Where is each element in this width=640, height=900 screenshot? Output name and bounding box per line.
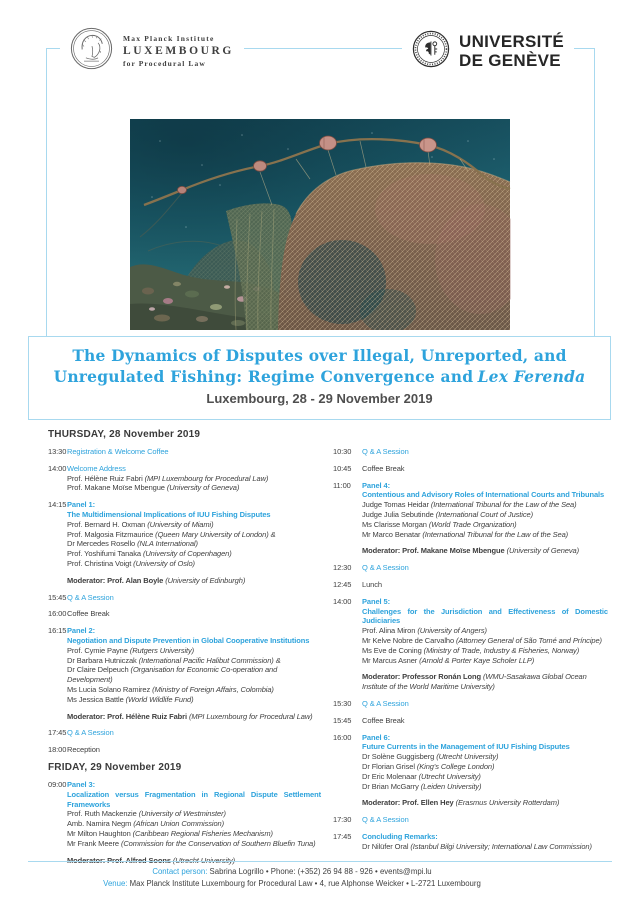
moderator-line [362, 672, 608, 692]
speaker-name: Amb. Namira Negm [67, 819, 134, 829]
speaker-name: Prof. Bernard H. Oxman [67, 519, 148, 529]
session-time: 16:00 [333, 732, 352, 742]
session-row [333, 597, 608, 692]
conference-photo [129, 119, 511, 330]
mpi-logo-line3: for Procedural Law [123, 59, 206, 68]
session-time: 16:00 [48, 609, 67, 619]
session-time: 12:45 [333, 579, 352, 589]
unige-seal-icon [412, 30, 450, 73]
session-row [48, 728, 321, 738]
moderator-name: Moderator: Professor Ronán Long [362, 672, 483, 682]
session-content [67, 609, 321, 619]
speaker-name: Mr Milton Haughton [67, 828, 133, 838]
session-content [67, 780, 321, 865]
day-header: THURSDAY, 28 November 2019 [48, 429, 201, 440]
session-row [48, 609, 321, 619]
session-heading: Welcome Address [67, 463, 126, 473]
speaker-affiliation: (University of Miami) [147, 519, 214, 529]
session-time: 16:15 [48, 626, 67, 636]
speaker-affiliation: (Utrecht University) [436, 752, 499, 762]
speaker-name: Mr Marcus Asner [362, 655, 420, 665]
session-row [333, 699, 608, 709]
moderator-affiliation: (Utrecht University) [172, 855, 236, 865]
speaker-affiliation: (University of Westminster) [138, 809, 226, 819]
session-row [333, 815, 608, 825]
speaker-affiliation: (MPI Luxembourg for Procedural Law) [144, 473, 269, 483]
session-time: 10:30 [333, 447, 352, 456]
event-title-box [28, 336, 611, 420]
speaker-affiliation: (World Trade Organization) [428, 519, 517, 529]
session-heading: Negotiation and Dispute Prevention in Global Cooperative Institutions [67, 635, 310, 645]
moderator-name: Moderator: Prof. Alan Boyle [67, 575, 166, 585]
speaker-name: Ms Lucia Solano Ramirez [67, 684, 153, 694]
contact-label: Contact person: [152, 867, 208, 876]
session-time: 15:45 [333, 715, 352, 725]
speaker-affiliation: (African Union Commission) [133, 819, 224, 829]
unige-logo [402, 28, 574, 74]
venue-text: Max Planck Institute Luxembourg for Procedural Law • 4, rue Alphonse Weicker • L-2721 Luxembourg [127, 879, 481, 888]
speaker-name: Dr Barbara Hutniczak [67, 655, 139, 665]
session-time: 17:45 [48, 728, 67, 738]
session-time: 15:45 [48, 592, 67, 602]
speaker-affiliation: (Utrecht University) [418, 771, 481, 781]
session-heading: The Multidimensional Implications of IUU Fishing Disputes [67, 509, 271, 519]
mpi-minerva-icon [70, 27, 113, 75]
speaker-name: Ms Eve de Coning [362, 645, 424, 655]
speaker-name: Dr Mercedes Rosello [67, 539, 138, 549]
session-row [333, 716, 608, 726]
speaker-line [362, 782, 608, 792]
speaker-affiliation: (University of Copenhagen) [142, 549, 232, 559]
moderator-affiliation: (MPI Luxembourg for Procedural Law) [188, 711, 313, 721]
speaker-affiliation: (Ministry of Foreign Affairs, Colombia) [152, 684, 274, 694]
moderator-affiliation: (University of Edinburgh) [165, 575, 246, 585]
mpi-logo-text [123, 34, 234, 68]
speaker-line [67, 549, 321, 559]
speaker-name: Dr Claire Delpeuch [67, 665, 131, 675]
session-content [362, 563, 608, 573]
speaker-line [67, 656, 321, 666]
session-heading: Panel 1: [67, 500, 95, 510]
session-row [48, 500, 321, 585]
session-heading: Panel 2: [67, 626, 95, 636]
footer-venue-line [0, 878, 584, 890]
session-content [362, 716, 608, 726]
session-time: 14:00 [48, 463, 67, 473]
session-content [362, 464, 608, 474]
session-heading: Q & A Session [362, 563, 409, 573]
speaker-name: Dr Eric Molenaar [362, 771, 419, 781]
session-content [67, 500, 321, 585]
speaker-affiliation: (Caribbean Regional Fisheries Mechanism) [132, 828, 273, 838]
speaker-affiliation: (University of Angers) [417, 626, 487, 636]
speaker-name: Ms Jessica Battle [67, 694, 126, 704]
session-heading: Concluding Remarks: [362, 831, 438, 841]
session-row [48, 464, 321, 493]
speaker-name: Prof. Alina Miron [362, 626, 418, 636]
event-title-line2 [29, 366, 610, 387]
speaker-affiliation: (Organisation for Economic Co-operation and Development) [67, 665, 278, 685]
moderator-line [67, 712, 321, 722]
event-title-line2-text: Unregulated Fishing: Regime Convergence and [53, 367, 474, 386]
speaker-line [362, 626, 608, 636]
speaker-line [362, 530, 608, 540]
session-time: 18:00 [48, 745, 67, 755]
speaker-affiliation: (World Wildlife Fund) [125, 694, 194, 704]
session-time: 17:45 [333, 831, 352, 841]
session-content [362, 815, 608, 825]
speaker-affiliation: (NLA International) [137, 539, 198, 549]
venue-label: Venue: [103, 879, 128, 888]
speaker-name: Prof. Hélène Ruiz Fabri [67, 473, 145, 483]
speaker-name: Prof. Ruth Mackenzie [67, 809, 139, 819]
session-content [67, 745, 321, 755]
mpi-luxembourg-logo [60, 24, 244, 78]
event-title-latin: Lex Ferenda [477, 367, 586, 386]
session-heading: Coffee Break [362, 715, 405, 725]
session-row [48, 593, 321, 603]
speaker-line [67, 665, 321, 685]
session-row [333, 447, 608, 457]
session-row [48, 447, 321, 457]
session-time: 14:15 [48, 500, 67, 510]
speaker-affiliation: (University of Geneva) [166, 483, 240, 493]
session-heading: Panel 6: [362, 732, 390, 742]
session-row [48, 745, 321, 755]
session-heading: Localization versus Fragmentation in Regional Dispute Settlement Frameworks [67, 789, 321, 809]
schedule-column-right [333, 427, 608, 872]
mpi-logo-line2: LUXEMBOURG [123, 45, 234, 57]
moderator-affiliation: (WMU-Sasakawa Global Ocean Institute of the World Maritime University) [362, 672, 587, 692]
speaker-line [67, 839, 321, 849]
session-heading: Panel 4: [362, 480, 390, 490]
speaker-line [362, 520, 608, 530]
session-row [333, 481, 608, 557]
speaker-name: Dr Florian Grisel [362, 761, 417, 771]
session-time: 14:00 [333, 596, 352, 606]
session-content [362, 733, 608, 809]
speaker-affiliation: (University of Oslo) [133, 558, 195, 568]
session-content [67, 447, 321, 457]
session-heading: Panel 5: [362, 596, 390, 606]
speaker-line [67, 685, 321, 695]
moderator-line [362, 546, 608, 556]
speaker-name: Dr Solène Guggisberg [362, 752, 437, 762]
moderator-affiliation: (University of Geneva) [506, 546, 579, 556]
speaker-line [362, 772, 608, 782]
session-time: 09:00 [48, 779, 67, 789]
speaker-line [67, 819, 321, 829]
footer-divider-line [28, 861, 612, 862]
schedule-column-left [48, 427, 321, 872]
speaker-name: Prof. Christina Voigt [67, 558, 134, 568]
speaker-line [67, 530, 321, 540]
session-row [48, 626, 321, 721]
session-content [362, 447, 608, 457]
speaker-line [362, 510, 608, 520]
speaker-name: Dr Brian McGarry [362, 781, 421, 791]
session-content [67, 626, 321, 721]
speaker-line [362, 842, 608, 852]
speaker-name: Prof. Malgosia Fitzmaurice [67, 529, 156, 539]
speaker-name: Mr Marco Benatar [362, 529, 423, 539]
contact-text: Sabrina Logrillo • Phone: (+352) 26 94 88 - 926 • events@mpi.lu [207, 867, 432, 876]
speaker-line [67, 483, 321, 493]
speaker-name: Judge Julia Sebutinde [362, 509, 436, 519]
speaker-line [362, 500, 608, 510]
session-content [362, 832, 608, 852]
session-heading: Coffee Break [362, 463, 405, 473]
speaker-affiliation: (Ministry of Trade, Industry & Fisheries, Norway) [423, 645, 580, 655]
speaker-affiliation: (International Court of Justice) [435, 509, 533, 519]
moderator-line [362, 798, 608, 808]
speaker-name: Dr Nilüfer Oral [362, 841, 411, 851]
session-heading: Reception [67, 745, 100, 755]
session-row [333, 563, 608, 573]
speaker-affiliation: (Arnold & Porter Kaye Scholer LLP) [419, 655, 535, 665]
session-time: 17:30 [333, 815, 352, 825]
event-title-line1: The Dynamics of Disputes over Illegal, Unreported, and [72, 346, 567, 365]
speaker-line [362, 646, 608, 656]
session-content [362, 481, 608, 557]
speaker-name: Prof. Makane Moïse Mbengue [67, 483, 167, 493]
speaker-name: Ms Clarisse Morgan [362, 519, 429, 529]
speaker-line [67, 646, 321, 656]
session-content [362, 580, 608, 590]
speaker-affiliation: (International Tribunal for the Law of the Sea) [430, 500, 577, 510]
mpi-logo-line1: Max Planck Institute [123, 34, 215, 43]
session-heading: Q & A Session [362, 815, 409, 825]
session-row [333, 733, 608, 809]
speaker-affiliation: (King's College London) [416, 761, 495, 771]
unige-logo-line2: DE GENÈVE [459, 51, 561, 70]
session-heading: Q & A Session [67, 592, 114, 602]
speaker-name: Mr Frank Meere [67, 838, 121, 848]
speaker-line [67, 520, 321, 530]
speaker-affiliation: (Leiden University) [420, 781, 482, 791]
speaker-line [67, 829, 321, 839]
session-content [362, 699, 608, 709]
session-heading: Lunch [362, 579, 382, 589]
session-time: 10:45 [333, 463, 352, 473]
session-content [67, 728, 321, 738]
speaker-affiliation: (Rutgers University) [129, 645, 195, 655]
moderator-name: Moderator: Prof. Makane Moïse Mbengue [362, 546, 507, 556]
unige-logo-line1: UNIVERSITÉ [459, 32, 565, 51]
session-content [362, 597, 608, 692]
session-heading: Contentious and Advisory Roles of International Courts and Tribunals [362, 490, 605, 500]
speaker-name: Prof. Yoshifumi Tanaka [67, 549, 143, 559]
speaker-line [67, 809, 321, 819]
speaker-line [362, 752, 608, 762]
session-heading: Q & A Session [67, 728, 114, 738]
schedule [48, 427, 608, 872]
event-location-date: Luxembourg, 28 - 29 November 2019 [206, 391, 433, 406]
session-heading: Challenges for the Jurisdiction and Effectiveness of Domestic Judiciaries [362, 606, 608, 626]
day-header: FRIDAY, 29 November 2019 [48, 761, 182, 773]
speaker-affiliation: (Attorney General of São Tomé and Príncipe) [456, 635, 602, 645]
moderator-affiliation: (Erasmus University Rotterdam) [455, 798, 560, 808]
moderator-name: Moderator: Prof. Alfred Soons [67, 855, 173, 865]
session-heading: Future Currents in the Management of IUU Fishing Disputes [362, 742, 570, 752]
moderator-name: Moderator: Prof. Hélène Ruiz Fabri [67, 711, 189, 721]
speaker-line [67, 474, 321, 484]
speaker-affiliation: (Istanbul Bilgi University; International Law Commission) [410, 841, 592, 851]
speaker-line [362, 656, 608, 666]
session-heading: Q & A Session [362, 447, 409, 456]
underwater-net-illustration [129, 119, 511, 330]
speaker-name: Mr Kelve Nobre de Carvalho [362, 635, 457, 645]
speaker-name: Prof. Cymie Payne [67, 645, 130, 655]
speaker-line [362, 762, 608, 772]
footer [0, 866, 584, 890]
session-time: 13:30 [48, 447, 67, 456]
session-time: 11:00 [333, 480, 351, 490]
footer-contact-line [0, 866, 584, 878]
session-heading: Coffee Break [67, 609, 110, 619]
moderator-line [67, 576, 321, 586]
speaker-line [67, 559, 321, 569]
session-time: 15:30 [333, 698, 352, 708]
speaker-line [362, 636, 608, 646]
speaker-line [67, 539, 321, 549]
speaker-affiliation: (International Tribunal for the Law of the Sea) [422, 529, 569, 539]
session-heading: Registration & Welcome Coffee [67, 447, 169, 456]
session-row [333, 580, 608, 590]
session-heading: Panel 3: [67, 779, 95, 789]
session-row [333, 464, 608, 474]
session-row [333, 832, 608, 852]
session-row [48, 780, 321, 865]
speaker-affiliation: (Queen Mary University of London) & [155, 529, 276, 539]
session-time: 12:30 [333, 563, 352, 573]
speaker-affiliation: (Commission for the Conservation of Southern Bluefin Tuna) [120, 838, 316, 848]
speaker-name: Judge Tomas Heidar [362, 500, 431, 510]
session-content [67, 464, 321, 493]
unige-logo-text [459, 32, 564, 70]
speaker-affiliation: (International Pacific Halibut Commission) & [138, 655, 281, 665]
session-content [67, 593, 321, 603]
moderator-name: Moderator: Prof. Ellen Hey [362, 798, 456, 808]
session-heading: Q & A Session [362, 698, 409, 708]
speaker-line [67, 695, 321, 705]
